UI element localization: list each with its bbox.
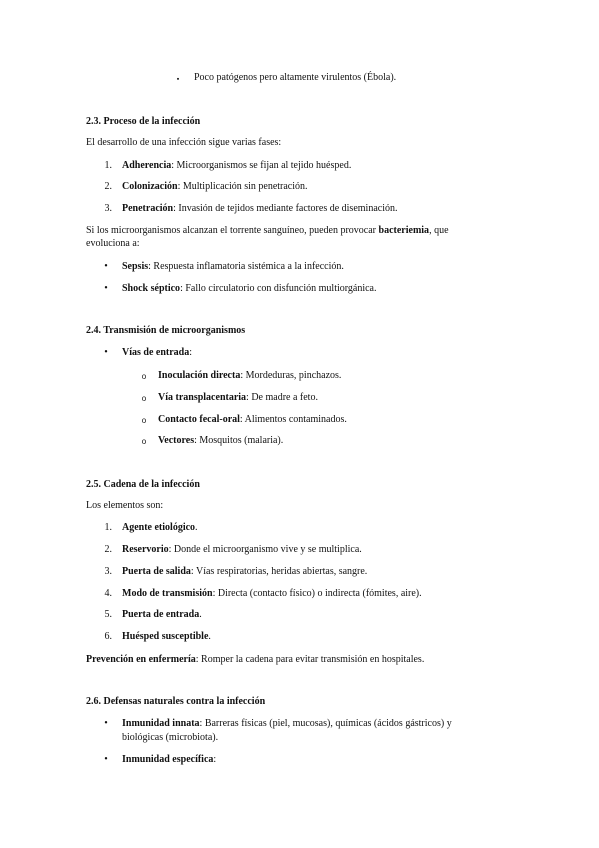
sub-list-item: [158, 435, 283, 447]
term: Agente etiológico: [122, 522, 196, 533]
term: Penetración: [122, 203, 174, 214]
paragraph: El desarrollo de una infección sigue varias fases:: [86, 137, 282, 148]
list-item: [122, 522, 198, 534]
list-number: 2.: [104, 544, 112, 555]
term: Shock séptico: [122, 283, 181, 294]
term: Vías de entrada: [122, 347, 190, 358]
list-item: [122, 203, 397, 215]
term: Prevención en enfermería: [86, 654, 196, 665]
definition: : Multiplicación sin penetración.: [177, 181, 308, 192]
sub-list-item: [158, 370, 341, 382]
list-number: 4.: [104, 588, 112, 599]
list-item: [122, 588, 422, 600]
term: Inoculación directa: [158, 370, 241, 381]
bullet-icon: •: [104, 261, 108, 272]
circle-bullet-icon: o: [141, 394, 147, 403]
list-number: 6.: [104, 631, 112, 642]
definition: : Mordeduras, pinchazos.: [240, 370, 342, 381]
list-number: 1.: [104, 522, 112, 533]
text: Si los microorganismos alcanzan el torrente sanguíneo, pueden provocar: [86, 225, 379, 236]
term: Colonización: [122, 181, 178, 192]
section-heading-2-3: 2.3. Proceso de la infección: [86, 116, 201, 127]
square-bullet-icon: ▪: [176, 75, 180, 83]
paragraph-continuation: evoluciona a:: [86, 238, 140, 249]
definition: : Romper la cadena para evitar transmisión en hospitales.: [195, 654, 425, 665]
term: Modo de transmisión: [122, 588, 213, 599]
list-number: 3.: [104, 566, 112, 577]
term: Vectores: [158, 435, 195, 446]
bullet-icon: •: [104, 283, 108, 294]
term: Puerta de salida: [122, 566, 191, 577]
term: Huésped susceptible: [122, 631, 209, 642]
circle-bullet-icon: o: [141, 437, 147, 446]
section-heading-2-4: 2.4. Transmisión de microorganismos: [86, 325, 246, 336]
definition: .: [208, 631, 211, 642]
term: Inmunidad específica: [122, 754, 214, 765]
definition: : Respuesta inflamatoria sistémica a la infección.: [148, 261, 344, 272]
definition: :: [189, 347, 193, 358]
definition: : Directa (contacto físico) o indirecta (fómites, aire).: [212, 588, 422, 599]
text: , que: [429, 225, 449, 236]
list-item: [122, 160, 351, 172]
sub-list-item: [158, 414, 347, 426]
definition: : Donde el microorganismo vive y se multiplica.: [168, 544, 362, 555]
definition: : Barreras físicas (piel, mucosas), químicas (ácidos gástricos) y: [199, 718, 452, 729]
term: Inmunidad innata: [122, 718, 200, 729]
paragraph: [86, 225, 449, 237]
definition: .: [199, 609, 202, 620]
list-number: 5.: [104, 609, 112, 620]
list-item: [122, 181, 308, 193]
circle-bullet-icon: o: [141, 372, 147, 381]
term: Puerta de entrada: [122, 609, 200, 620]
definition: : Alimentos contaminados.: [239, 414, 347, 425]
list-item: [122, 631, 211, 643]
list-item: Poco patógenos pero altamente virulentos (Ébola).: [194, 72, 397, 83]
section-heading-2-5: 2.5. Cadena de la infección: [86, 479, 200, 490]
definition: : Mosquitos (malaria).: [194, 435, 284, 446]
bullet-icon: •: [104, 718, 108, 729]
definition: : De madre a feto.: [246, 392, 318, 403]
list-item: [122, 544, 362, 556]
section-heading-2-6: 2.6. Defensas naturales contra la infección: [86, 696, 266, 707]
paragraph: [86, 654, 424, 666]
list-item: [122, 754, 216, 766]
sub-list-item: [158, 392, 318, 404]
list-item: [122, 283, 377, 295]
bullet-icon: •: [104, 347, 108, 358]
definition: : Invasión de tejidos mediante factores de diseminación.: [173, 203, 398, 214]
bullet-icon: •: [104, 754, 108, 765]
list-item-continuation: biológicas (microbiota).: [122, 732, 219, 743]
list-number: 3.: [104, 203, 112, 214]
list-number: 2.: [104, 181, 112, 192]
paragraph: Los elementos son:: [86, 500, 164, 511]
list-item: [122, 718, 452, 730]
list-item: [122, 261, 344, 273]
circle-bullet-icon: o: [141, 416, 147, 425]
term: Adherencia: [122, 160, 172, 171]
definition: :: [213, 754, 217, 765]
term: Reservorio: [122, 544, 169, 555]
list-item: [122, 566, 367, 578]
definition: : Fallo circulatorio con disfunción multiorgánica.: [180, 283, 377, 294]
definition: : Vías respiratorias, heridas abiertas, sangre.: [190, 566, 368, 577]
term: Sepsis: [122, 261, 149, 272]
definition: .: [195, 522, 198, 533]
list-item: [122, 347, 192, 359]
definition: : Microorganismos se fijan al tejido huésped.: [171, 160, 352, 171]
list-number: 1.: [104, 160, 112, 171]
term: Contacto fecal-oral: [158, 414, 240, 425]
term: bacteriemia: [378, 225, 430, 236]
term: Vía transplacentaria: [158, 392, 247, 403]
list-item: [122, 609, 202, 621]
